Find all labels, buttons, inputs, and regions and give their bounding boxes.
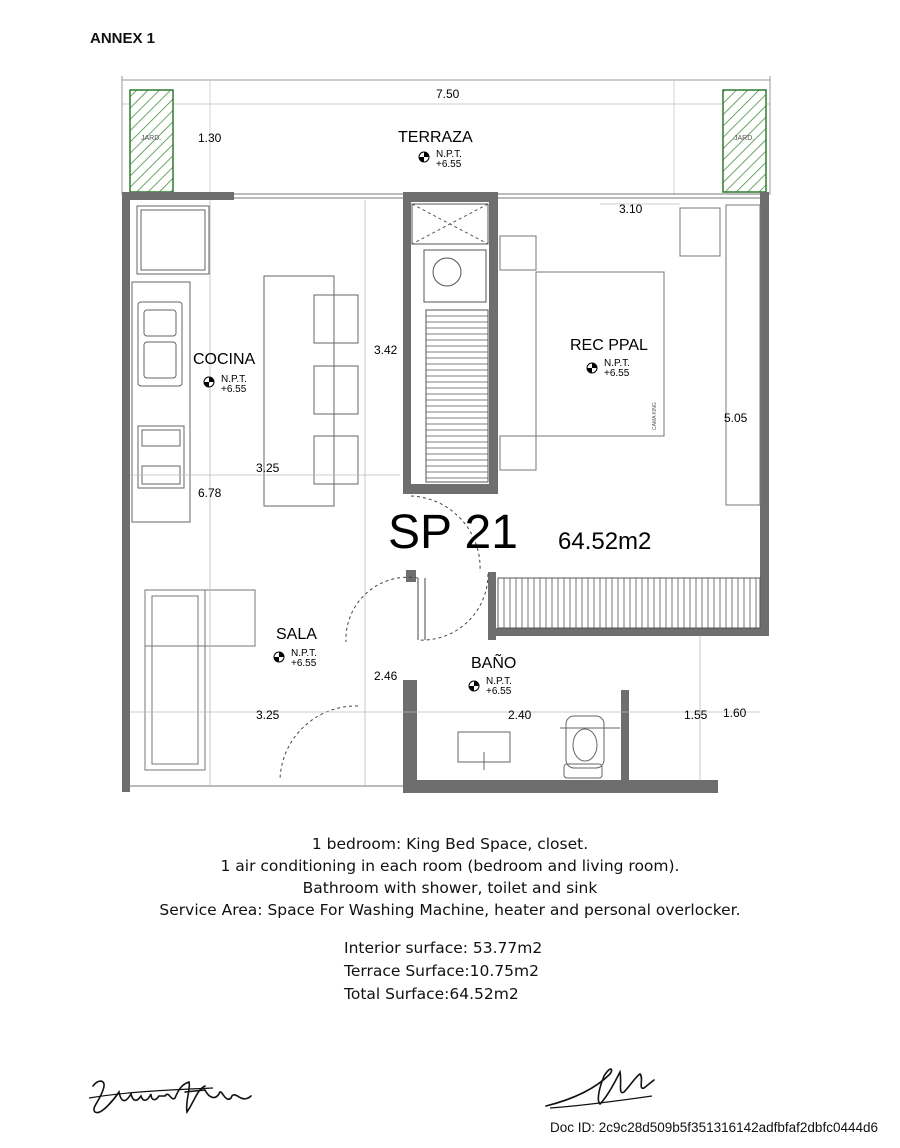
room-label-bano: BAÑO <box>471 655 517 672</box>
signature-left <box>85 1068 255 1128</box>
svg-text:+6.55: +6.55 <box>221 384 247 395</box>
description-line: 1 air conditioning in each room (bedroom and living room). <box>220 857 680 875</box>
bedroom-furniture <box>500 205 760 505</box>
svg-text:+6.55: +6.55 <box>291 658 317 669</box>
dim-bedroom-depth: 5.05 <box>724 411 748 425</box>
room-label-terraza: TERRAZA <box>398 129 473 146</box>
level-mark-cocina <box>204 374 247 395</box>
sofa <box>145 590 255 770</box>
interior-surface: Interior surface: 53.77m2 <box>344 939 543 957</box>
service-closet <box>498 578 760 628</box>
dim-top-width: 7.50 <box>436 87 460 101</box>
room-label-cocina: COCINA <box>193 351 256 368</box>
dim-hall-width: 2.46 <box>374 669 398 683</box>
room-label-rec-ppal: REC PPAL <box>570 337 648 354</box>
terrace-surface: Terrace Surface:10.75m2 <box>344 962 539 980</box>
document-id: Doc ID: 2c9c28d509b5f351316142adfbfaf2dbfc0444d6 <box>549 1120 878 1135</box>
description-line: 1 bedroom: King Bed Space, closet. <box>311 835 589 853</box>
annex-title: ANNEX 1 <box>90 30 156 47</box>
jard-label-left: JARD. <box>141 135 162 142</box>
level-mark-rec-ppal <box>587 358 630 379</box>
bed-label: CAMA KING <box>652 402 658 430</box>
dim-kitchen-width: 3.25 <box>256 461 280 475</box>
dim-living-width: 3.25 <box>256 708 280 722</box>
unit-area: 64.52m2 <box>558 528 652 555</box>
level-mark-sala <box>274 648 317 669</box>
svg-text:N.P.T.: N.P.T. <box>436 149 462 160</box>
svg-text:+6.55: +6.55 <box>486 686 512 697</box>
surfaces-block <box>344 937 542 1006</box>
svg-text:N.P.T.: N.P.T. <box>221 374 247 385</box>
svg-text:+6.55: +6.55 <box>604 368 630 379</box>
description-line: Service Area: Space For Washing Machine, heater and personal overlocker. <box>159 901 741 919</box>
level-mark-terraza <box>419 149 462 170</box>
signature-right <box>540 1060 660 1116</box>
dim-service-width: 1.55 <box>684 708 708 722</box>
description-block <box>0 833 900 921</box>
svg-text:N.P.T.: N.P.T. <box>486 676 512 687</box>
dim-terrace-depth: 1.30 <box>198 131 222 145</box>
door-leaves <box>418 578 425 640</box>
dim-bedroom-width: 3.10 <box>619 202 643 216</box>
dim-service-depth: 1.60 <box>723 706 747 720</box>
svg-text:N.P.T.: N.P.T. <box>291 648 317 659</box>
room-label-sala: SALA <box>276 626 317 643</box>
dim-kitchen-depth: 3.42 <box>374 343 398 357</box>
bathroom-fixtures <box>458 716 620 778</box>
total-surface: Total Surface:64.52m2 <box>344 985 519 1003</box>
unit-code: SP 21 <box>388 506 518 559</box>
dim-bath-width: 2.40 <box>508 708 532 722</box>
description-line: Bathroom with shower, toilet and sink <box>302 879 598 897</box>
closet <box>412 204 488 482</box>
jard-label-right: JARD. <box>734 135 755 142</box>
level-mark-bano <box>469 676 512 697</box>
svg-text:+6.55: +6.55 <box>436 159 462 170</box>
svg-text:N.P.T.: N.P.T. <box>604 358 630 369</box>
dim-total-depth: 6.78 <box>198 486 222 500</box>
